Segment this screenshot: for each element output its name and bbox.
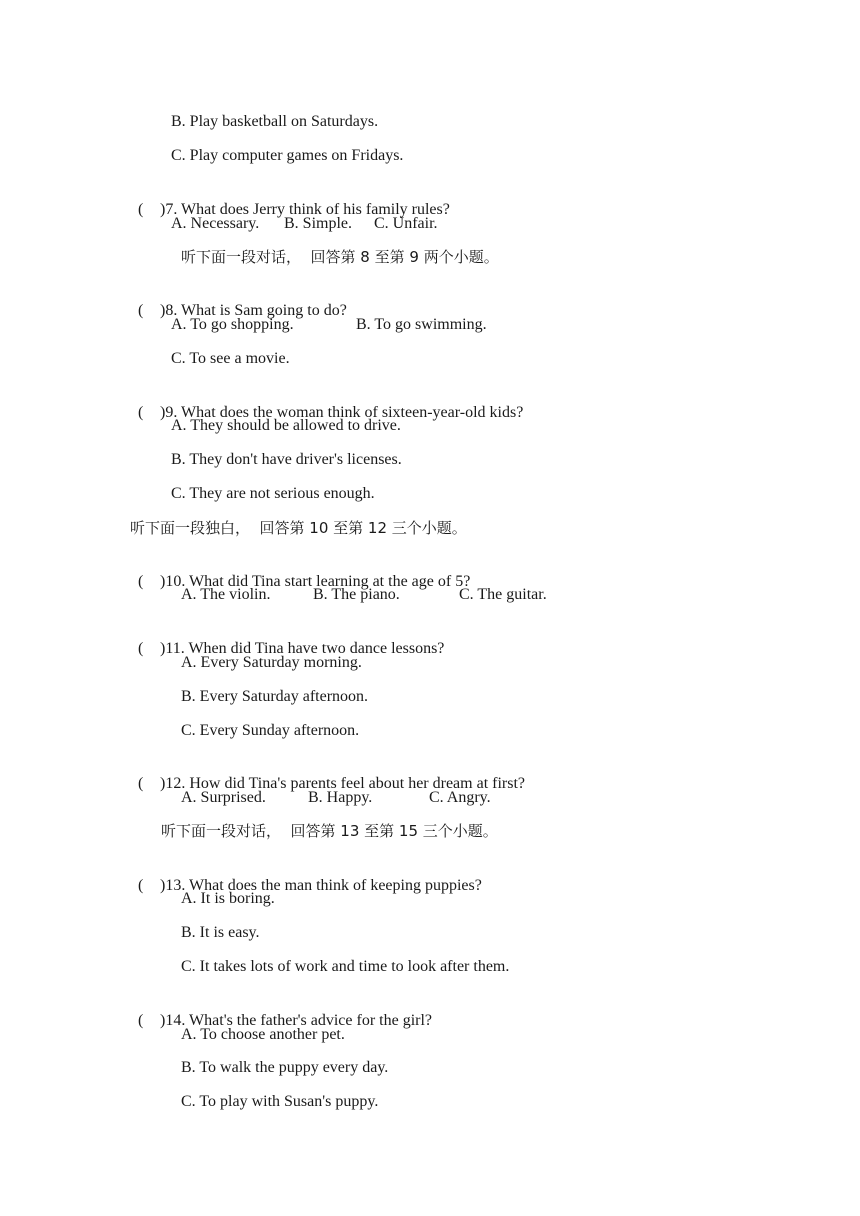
answer-paren: ( — [138, 877, 144, 894]
q9-option-a: A. They should be allowed to drive. — [171, 417, 401, 434]
q14-option-c: C. To play with Susan's puppy. — [181, 1093, 379, 1110]
answer-paren: ( — [138, 1012, 144, 1029]
section-instruction-10-12: 听下面一段独白， 回答第 10 至第 12 三个小题。 — [130, 519, 467, 537]
q9-option-c: C. They are not serious enough. — [171, 485, 375, 502]
q9-question-text: )9. What does the woman think of sixteen-year-old kids? — [160, 404, 524, 421]
q14-option-b: B. To walk the puppy every day. — [181, 1059, 389, 1076]
q11-option-a: A. Every Saturday morning. — [181, 654, 362, 671]
q12-option-a: A. Surprised. — [181, 789, 266, 806]
q7-option-c: C. Unfair. — [374, 215, 438, 232]
q12-question-text: )12. How did Tina's parents feel about her dream at first? — [160, 775, 526, 792]
answer-paren: ( — [138, 573, 144, 590]
q13-option-b: B. It is easy. — [181, 924, 260, 941]
answer-paren: ( — [138, 201, 144, 218]
q10-option-c: C. The guitar. — [459, 586, 547, 603]
q7-question-text: )7. What does Jerry think of his family rules? — [160, 201, 450, 218]
q7-option-a: A. Necessary. — [171, 215, 260, 232]
q9-option-b: B. They don't have driver's licenses. — [171, 451, 402, 468]
q10-option-a: A. The violin. — [181, 586, 271, 603]
q7-option-b: B. Simple. — [284, 215, 353, 232]
q14-question-text: )14. What's the father's advice for the girl? — [160, 1012, 433, 1029]
q6-option-c: C. Play computer games on Fridays. — [171, 147, 404, 164]
answer-paren: ( — [138, 302, 144, 319]
q13-option-c: C. It takes lots of work and time to look after them. — [181, 958, 510, 975]
answer-paren: ( — [138, 640, 144, 657]
answer-paren: ( — [138, 404, 144, 421]
section-instruction-8-9: 听下面一段对话， 回答第 8 至第 9 两个小题。 — [181, 248, 499, 266]
q11-option-b: B. Every Saturday afternoon. — [181, 688, 369, 705]
q11-option-c: C. Every Sunday afternoon. — [181, 722, 360, 739]
q11-question-text: )11. When did Tina have two dance lessons? — [160, 640, 445, 657]
q8-option-c: C. To see a movie. — [171, 350, 290, 367]
q12-option-c: C. Angry. — [429, 789, 491, 806]
section-instruction-13-15: 听下面一段对话， 回答第 13 至第 15 三个小题。 — [161, 822, 498, 840]
q8-option-a: A. To go shopping. — [171, 316, 294, 333]
q10-question-text: )10. What did Tina start learning at the age of 5? — [160, 573, 471, 590]
q14-option-a: A. To choose another pet. — [181, 1026, 345, 1043]
answer-paren: ( — [138, 775, 144, 792]
q12-option-b: B. Happy. — [308, 789, 373, 806]
q13-option-a: A. It is boring. — [181, 890, 275, 907]
q13-question-text: )13. What does the man think of keeping puppies? — [160, 877, 482, 894]
q8-option-b: B. To go swimming. — [356, 316, 487, 333]
q8-question-text: )8. What is Sam going to do? — [160, 302, 347, 319]
q6-option-b: B. Play basketball on Saturdays. — [171, 113, 379, 130]
q10-option-b: B. The piano. — [313, 586, 400, 603]
